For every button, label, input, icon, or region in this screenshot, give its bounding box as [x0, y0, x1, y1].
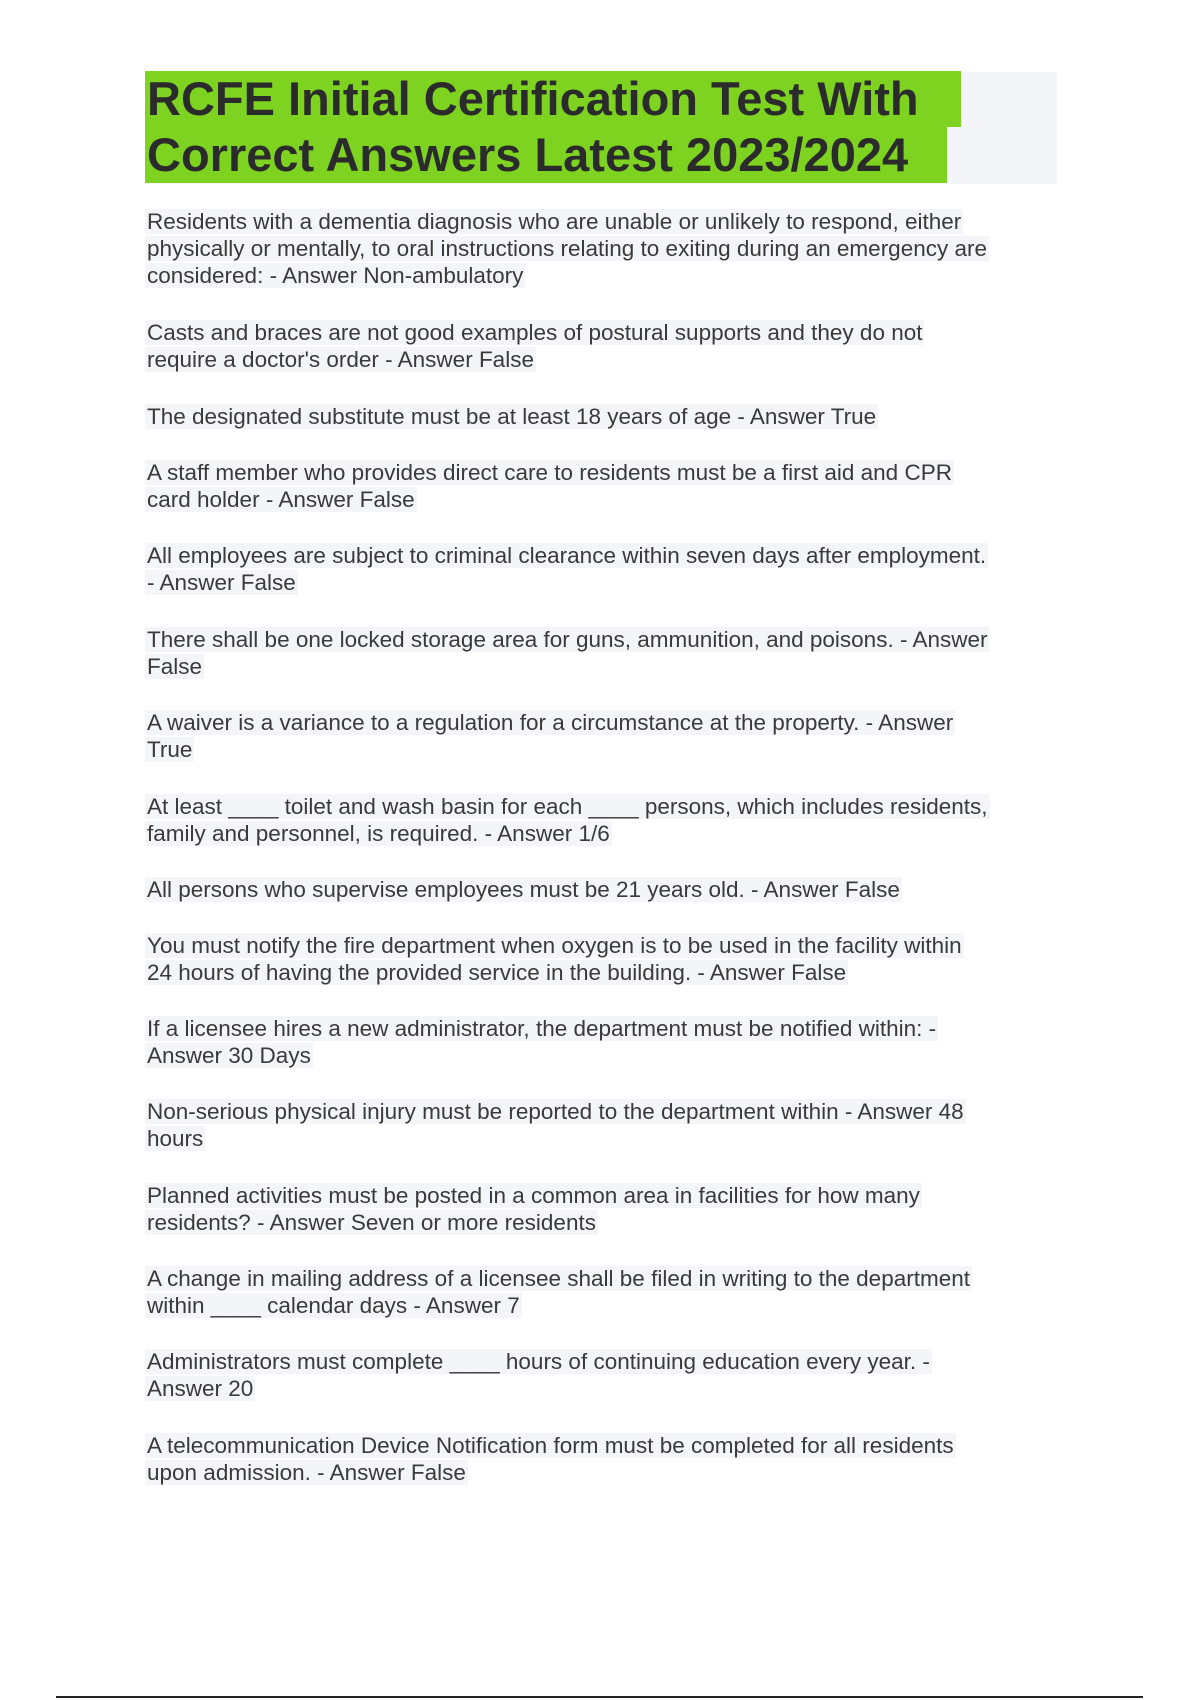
qa-text-line: physically or mentally, to oral instructions relating to exiting during an emergency are — [147, 236, 987, 261]
qa-text-line: All employees are subject to criminal clearance within seven days after employment. — [147, 543, 987, 568]
qa-text-line: A staff member who provides direct care to residents must be a first aid and CPR — [147, 460, 952, 485]
qa-text-line: Answer 20 — [147, 1376, 254, 1401]
document-title-line-2: Correct Answers Latest 2023/2024 — [145, 127, 947, 183]
qa-text-line: The designated substitute must be at least 18 years of age - Answer True — [147, 404, 877, 429]
qa-item — [145, 709, 955, 763]
footer-divider — [56, 1696, 1143, 1698]
qa-item — [145, 1098, 966, 1152]
qa-text-line: Administrators must complete ____ hours of continuing education every year. - — [147, 1349, 930, 1374]
qa-text-line: family and personnel, is required. - Answer 1/6 — [147, 821, 610, 846]
qa-item — [145, 876, 902, 903]
qa-text-line: A change in mailing address of a licensee shall be filed in writing to the department — [147, 1266, 970, 1291]
qa-text-line: There shall be one locked storage area for guns, ammunition, and poisons. - Answer — [147, 627, 988, 652]
qa-text-line: require a doctor's order - Answer False — [147, 347, 534, 372]
qa-text-line: upon admission. - Answer False — [147, 1460, 466, 1485]
qa-item — [145, 793, 990, 847]
qa-item — [145, 1182, 922, 1236]
qa-text-line: All persons who supervise employees must be 21 years old. - Answer False — [147, 877, 900, 902]
qa-text-line: Casts and braces are not good examples of postural supports and they do not — [147, 320, 923, 345]
qa-text-line: residents? - Answer Seven or more residents — [147, 1210, 596, 1235]
qa-text-line: If a licensee hires a new administrator, the department must be notified within: - — [147, 1016, 937, 1041]
qa-item — [145, 1015, 938, 1069]
qa-text-line: within ____ calendar days - Answer 7 — [147, 1293, 520, 1318]
qa-item — [145, 932, 964, 986]
qa-text-line: You must notify the fire department when oxygen is to be used in the facility within — [147, 933, 962, 958]
qa-text-line: card holder - Answer False — [147, 487, 415, 512]
qa-item — [145, 1265, 972, 1319]
qa-item — [145, 208, 989, 289]
qa-text-line: Planned activities must be posted in a common area in facilities for how many — [147, 1183, 920, 1208]
qa-item — [145, 403, 878, 430]
qa-text-line: False — [147, 654, 203, 679]
qa-text-line: hours — [147, 1126, 204, 1151]
qa-item — [145, 626, 989, 680]
qa-text-line: Non-serious physical injury must be reported to the department within - Answer 48 — [147, 1099, 964, 1124]
qa-item — [145, 459, 954, 513]
document-title-line-1: RCFE Initial Certification Test With — [145, 71, 961, 127]
qa-text-line: - Answer False — [147, 570, 296, 595]
qa-text-line: A waiver is a variance to a regulation for a circumstance at the property. - Answer — [147, 710, 954, 735]
qa-text-line: 24 hours of having the provided service in the building. - Answer False — [147, 960, 847, 985]
qa-text-line: A telecommunication Device Notification form must be completed for all residents — [147, 1433, 954, 1458]
qa-item — [145, 1348, 932, 1402]
qa-item — [145, 542, 988, 596]
qa-text-line: Residents with a dementia diagnosis who are unable or unlikely to respond, either — [147, 209, 962, 234]
qa-text-line: considered: - Answer Non-ambulatory — [147, 263, 524, 288]
qa-text-line: Answer 30 Days — [147, 1043, 311, 1068]
qa-item — [145, 1432, 956, 1486]
qa-text-line: True — [147, 737, 193, 762]
qa-text-line: At least ____ toilet and wash basin for each ____ persons, which includes residents, — [147, 794, 988, 819]
qa-item — [145, 319, 924, 373]
